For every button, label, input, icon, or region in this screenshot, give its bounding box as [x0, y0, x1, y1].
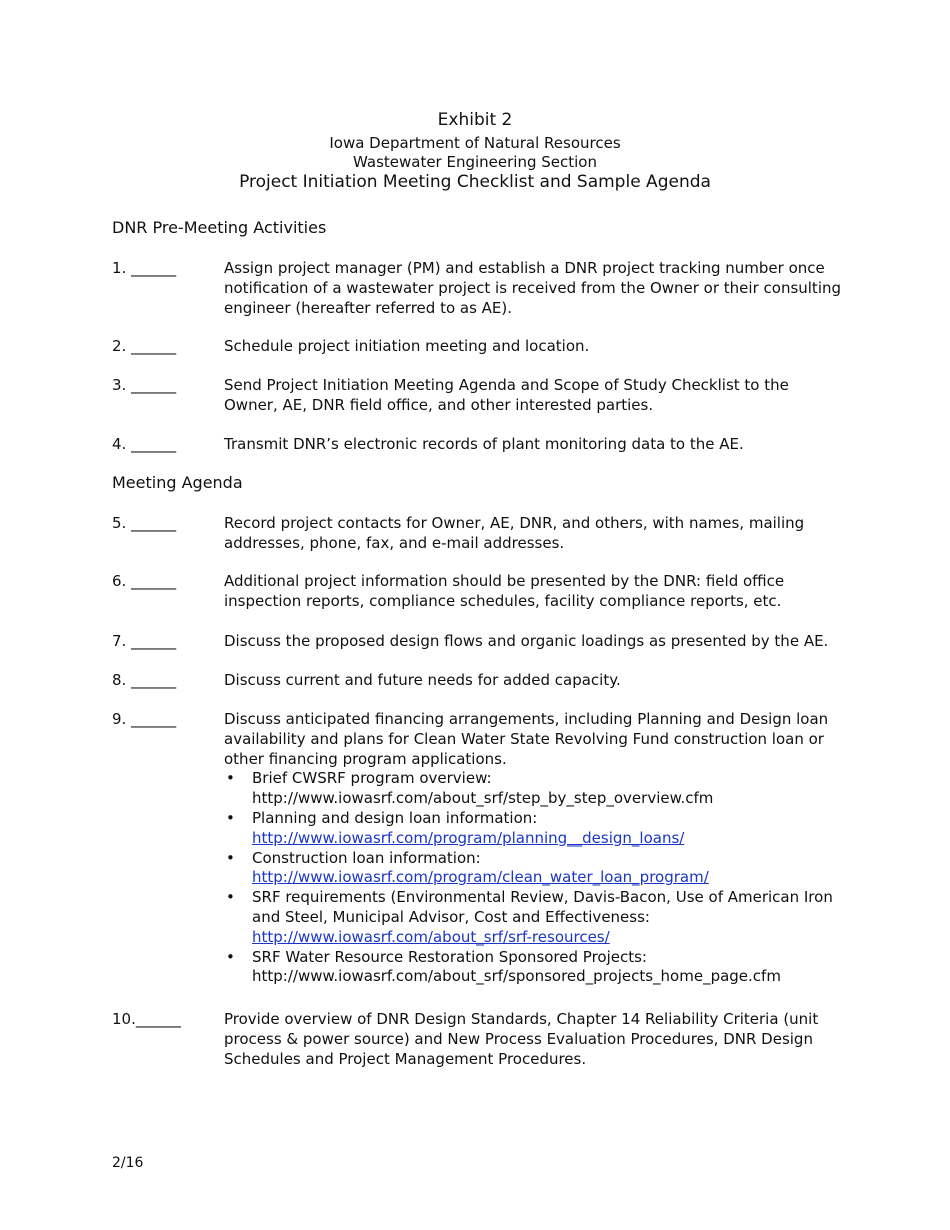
cwsrf-overview-url: http://www.iowasrf.com/about_srf/step_by_step_overview.cfm [252, 789, 714, 808]
item-text: Provide overview of DNR Design Standards, Chapter 14 Reliability Criteria (unit process & power source) and New Process Evaluation Procedures, DNR Design Schedules and Project Management Procedures. [224, 1010, 819, 1068]
pre-meeting-heading: DNR Pre-Meeting Activities [112, 218, 327, 237]
item-text: Discuss current and future needs for added capacity. [224, 671, 621, 689]
financing-resources-list [224, 769, 842, 987]
department-name: Iowa Department of Natural Resources [329, 134, 621, 152]
planning-design-loan-link[interactable]: http://www.iowasrf.com/program/planning__design_loans/ [252, 828, 685, 847]
item-number: 2. ______ [112, 337, 177, 355]
list-item [224, 948, 842, 988]
sponsored-projects-url: http://www.iowasrf.com/about_srf/sponsored_projects_home_page.cfm [252, 967, 781, 986]
bullet-label: Planning and design loan information: [252, 808, 538, 827]
bullet-label: SRF Water Resource Restoration Sponsored Projects: [252, 947, 647, 966]
construction-loan-link[interactable]: http://www.iowasrf.com/program/clean_water_loan_program/ [252, 868, 709, 887]
list-item [224, 809, 842, 849]
item-number: 6. ______ [112, 572, 177, 590]
item-text: Discuss anticipated financing arrangements, including Planning and Design loan availability and plans for Clean Water State Revolving Fund construction loan or other financing program applications. [224, 710, 829, 768]
item-number: 3. ______ [112, 376, 177, 394]
checklist-item-8 [112, 671, 842, 691]
item-text: Send Project Initiation Meeting Agenda and Scope of Study Checklist to the Owner, AE, DNR field office, and other interested parties. [224, 376, 789, 414]
checklist-item-3 [112, 376, 842, 416]
bullet-icon: • [226, 888, 235, 907]
list-item [224, 769, 842, 809]
bullet-icon: • [226, 808, 235, 827]
bullet-icon: • [226, 769, 235, 788]
bullet-label: Brief CWSRF program overview: [252, 769, 492, 788]
checklist-item-6 [112, 572, 842, 612]
checklist-item-2 [112, 337, 842, 357]
exhibit-label: Exhibit 2 [437, 110, 513, 130]
list-item [224, 849, 842, 889]
checklist-item-1 [112, 259, 842, 318]
bullet-icon: • [226, 848, 235, 867]
meeting-agenda-heading: Meeting Agenda [112, 473, 243, 492]
item-number: 7. ______ [112, 632, 177, 650]
item-text: Additional project information should be presented by the DNR: field office inspection reports, compliance schedules, facility compliance reports, etc. [224, 572, 785, 610]
checklist-item-7 [112, 632, 842, 652]
item-text: Schedule project initiation meeting and location. [224, 337, 590, 355]
checklist-item-4 [112, 435, 842, 455]
bullet-icon: • [226, 947, 235, 966]
checklist-item-9 [112, 710, 842, 987]
list-item [224, 888, 842, 947]
checklist-item-10 [112, 1010, 842, 1069]
page-title: Project Initiation Meeting Checklist and Sample Agenda [239, 172, 711, 192]
item-text: Record project contacts for Owner, AE, DNR, and others, with names, mailing addresses, phone, fax, and e-mail addresses. [224, 514, 805, 552]
item-text: Assign project manager (PM) and establish a DNR project tracking number once notification of a wastewater project is received from the Owner or their consulting engineer (hereafter referred to as AE). [224, 259, 842, 317]
section-name: Wastewater Engineering Section [353, 153, 597, 171]
bullet-label: Construction loan information: [252, 848, 481, 867]
checklist-item-5 [112, 514, 842, 554]
item-number: 8. ______ [112, 671, 177, 689]
page-number: 2/16 [112, 1155, 144, 1171]
item-number: 4. ______ [112, 435, 177, 453]
item-text: Transmit DNR’s electronic records of plant monitoring data to the AE. [224, 435, 744, 453]
item-number: 5. ______ [112, 514, 177, 532]
item-number: 9. ______ [112, 710, 177, 728]
bullet-label: SRF requirements (Environmental Review, Davis-Bacon, Use of American Iron and Steel, Municipal Advisor, Cost and Effectiveness: [252, 888, 833, 926]
srf-resources-link[interactable]: http://www.iowasrf.com/about_srf/srf-resources/ [252, 927, 610, 946]
item-number: 1. ______ [112, 259, 177, 277]
item-number: 10.______ [112, 1010, 181, 1028]
item-text: Discuss the proposed design flows and organic loadings as presented by the AE. [224, 632, 829, 650]
